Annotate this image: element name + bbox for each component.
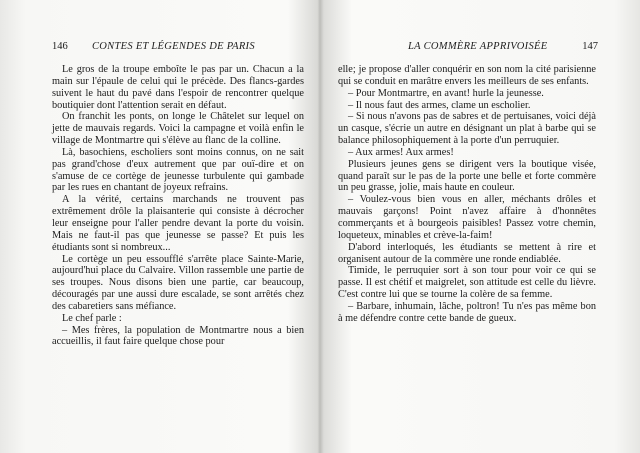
paragraph: Le cortège un peu essoufflé s'arrête place Sainte-Marie, aujourd'hui place du Calvaire. Villon rassemble une partie de ses troupes. Nous disons bien une partie, car beaucoup, découragés par une aussi dure escalade, se sont arrêtés chez des cabaretiers sans méfiance.	[52, 253, 304, 312]
page-number-left: 146	[52, 41, 68, 52]
paragraph: Plusieurs jeunes gens se dirigent vers la boutique visée, quand paraît sur le pas de la porte une belle et forte commère un peu grasse, jolie, mais haute en couleur.	[338, 158, 596, 194]
paragraph: On franchit les ponts, on longe le Châtelet sur lequel on jette de mauvais regards. Voici la campagne et voilà enfin le village de Montmartre qui s'élève au flanc de la colline.	[52, 111, 304, 147]
running-head-left: CONTES ET LÉGENDES DE PARIS	[92, 41, 255, 52]
paragraph: – Il nous faut des armes, clame un escholier.	[348, 99, 531, 111]
paragraph: Là, basochiens, escholiers sont moins connus, on ne sait pas grand'chose d'eux autrement que par ouï-dire et on s'amuse de ce cortège de jeunesse turbulente qui gambade par les rues en chantant de joyeux refrains.	[52, 146, 304, 194]
running-head-right: LA COMMÈRE APPRIVOISÉE	[408, 41, 548, 52]
right-page-text	[338, 64, 596, 325]
paragraph: – Barbare, inhumain, lâche, poltron! Tu n'es pas même bon à me défendre contre cette bande de gueux.	[338, 300, 596, 324]
paragraph-continuation: elle; je propose d'aller conquérir en son nom la cité parisienne qui se conduit en marâtre envers les meilleurs de ses enfants.	[338, 64, 596, 87]
paragraph: – Pour Montmartre, en avant! hurle la jeunesse.	[348, 87, 544, 99]
paragraph: Le chef parle :	[62, 312, 122, 324]
paragraph: – Si nous n'avons pas de sabres et de pertuisanes, voici déjà un casque, s'écrie un autre en désignant un plat à barbe qui se balance philosophiquement à la porte d'un perruquier.	[338, 111, 596, 147]
paragraph: Timide, le perruquier sort à son tour pour voir ce qui se passe. Il est chétif et maigrelet, son attitude est celle du lièvre. C'est contre lui que se tourne la colère de sa femme.	[338, 265, 596, 301]
right-page	[320, 0, 640, 453]
paragraph: D'abord interloqués, les étudiants se mettent à rire et organisent autour de la commère une ronde endiablée.	[338, 241, 596, 265]
paragraph: – Aux armes! Aux armes!	[348, 146, 454, 158]
right-page-header	[338, 40, 598, 54]
paragraph: – Voulez-vous bien vous en aller, méchants drôles et mauvais garçons! Point n'avez affaire à d'honnêtes commerçants et à bourgeois paisibles! Passez votre chemin, loqueteux, minables et crève-la-faim!	[338, 194, 596, 241]
paragraph: Le gros de la troupe emboîte le pas par un. Chacun a la main sur l'épaule de celui qui le précède. Des flancs-gardes suivent le haut du pavé dans l'espoir de rencontrer quelque boutiquier dont l'attention serait en défaut.	[52, 64, 304, 111]
page-number-right: 147	[582, 41, 598, 52]
paragraph: – Mes frères, la population de Montmartre nous a bien accueillis, il faut faire quelque chose pour	[52, 324, 304, 348]
left-page-header	[52, 40, 304, 54]
left-page-text	[52, 64, 304, 348]
paragraph: A la vérité, certains marchands ne trouvent pas extrêmement drôle la plaisanterie qui consiste à décrocher leur enseigne pour l'aller pendre devant la porte du voisin. Mais ne faut-il pas que jeunesse se passe? Et puis les étudiants sont si nombreux...	[52, 194, 304, 253]
